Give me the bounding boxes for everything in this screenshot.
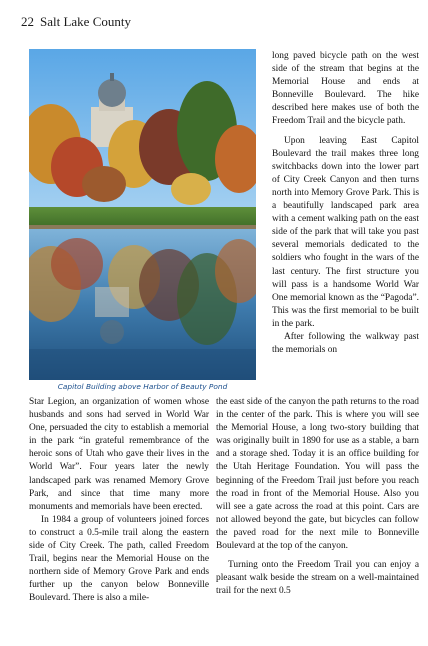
capitol-photo: [29, 49, 256, 380]
paragraph: Upon leaving East Capitol Boulevard the trail makes three long switchbacks down into the lower part of City Creek Canyon and then turns north into Memory Grove Park. This is a beautifully landscaped park area with a cement walking path on the east side of the park that will take you past several memorials dedicated to the soldiers who fought in the wars of the last century. The first structure you will pass is a handsome World War One memorial known as the “Pagoda”. This was the first memorial to be built in the park.: [272, 135, 419, 329]
paragraph: Star Legion, an organization of women whose husbands and sons had served in World War One, persuaded the city to establish a memorial in the park “in grateful remembrance of the heroic sons of Utah who gave their lives in the World War”. Four years later the newly landscaped park was renamed Memory Grove Park, and since that time many more monuments and memorials have been erected.: [29, 397, 209, 512]
paragraph: long paved bicycle path on the west side of the stream that begins at the Memorial House and ends at Bonneville Boulevard. The hike described here makes use of both the Freedom Trail and the bicycle path.: [272, 51, 419, 127]
photo-caption: Capitol Building above Harbor of Beauty Pond: [57, 382, 228, 391]
text-column-right-bottom: [216, 396, 419, 598]
text-column-right-top: [272, 50, 419, 357]
text-column-left-bottom: [29, 396, 209, 606]
paragraph: the east side of the canyon the path returns to the road in the center of the park. This is where you will see the Memorial House, a long two-story building that was originally built in 1890 for use as a stable, a barn and a storage shed. Today it is an office building for the Utah Heritage Foundation. You will pass the beginning of the Freedom Trail just before you reach the road in front of the Memorial House. Also you will see a gate across the road at this point. Cars are not allowed beyond the gate, but bicycles can follow the paved road for the next mile to Bonneville Boulevard at the top of the canyon.: [216, 397, 419, 552]
paragraph: After following the walkway past the memorials on: [272, 331, 419, 356]
paragraph: Turning onto the Freedom Trail you can enjoy a pleasant walk beside the stream on a well-maintained trail for the next 0.5: [216, 560, 419, 597]
page-number: 22: [21, 14, 34, 29]
running-head-title: Salt Lake County: [40, 14, 131, 29]
running-head: [21, 14, 131, 30]
paragraph: In 1984 a group of volunteers joined forces to construct a 0.5-mile trail along the eastern side of City Creek. The path, called Freedom Trail, begins near the Memorial House on the northern side of Memory Grove Park and ends further up the canyon below Bonneville Boulevard. There is also a mile-: [29, 514, 209, 604]
